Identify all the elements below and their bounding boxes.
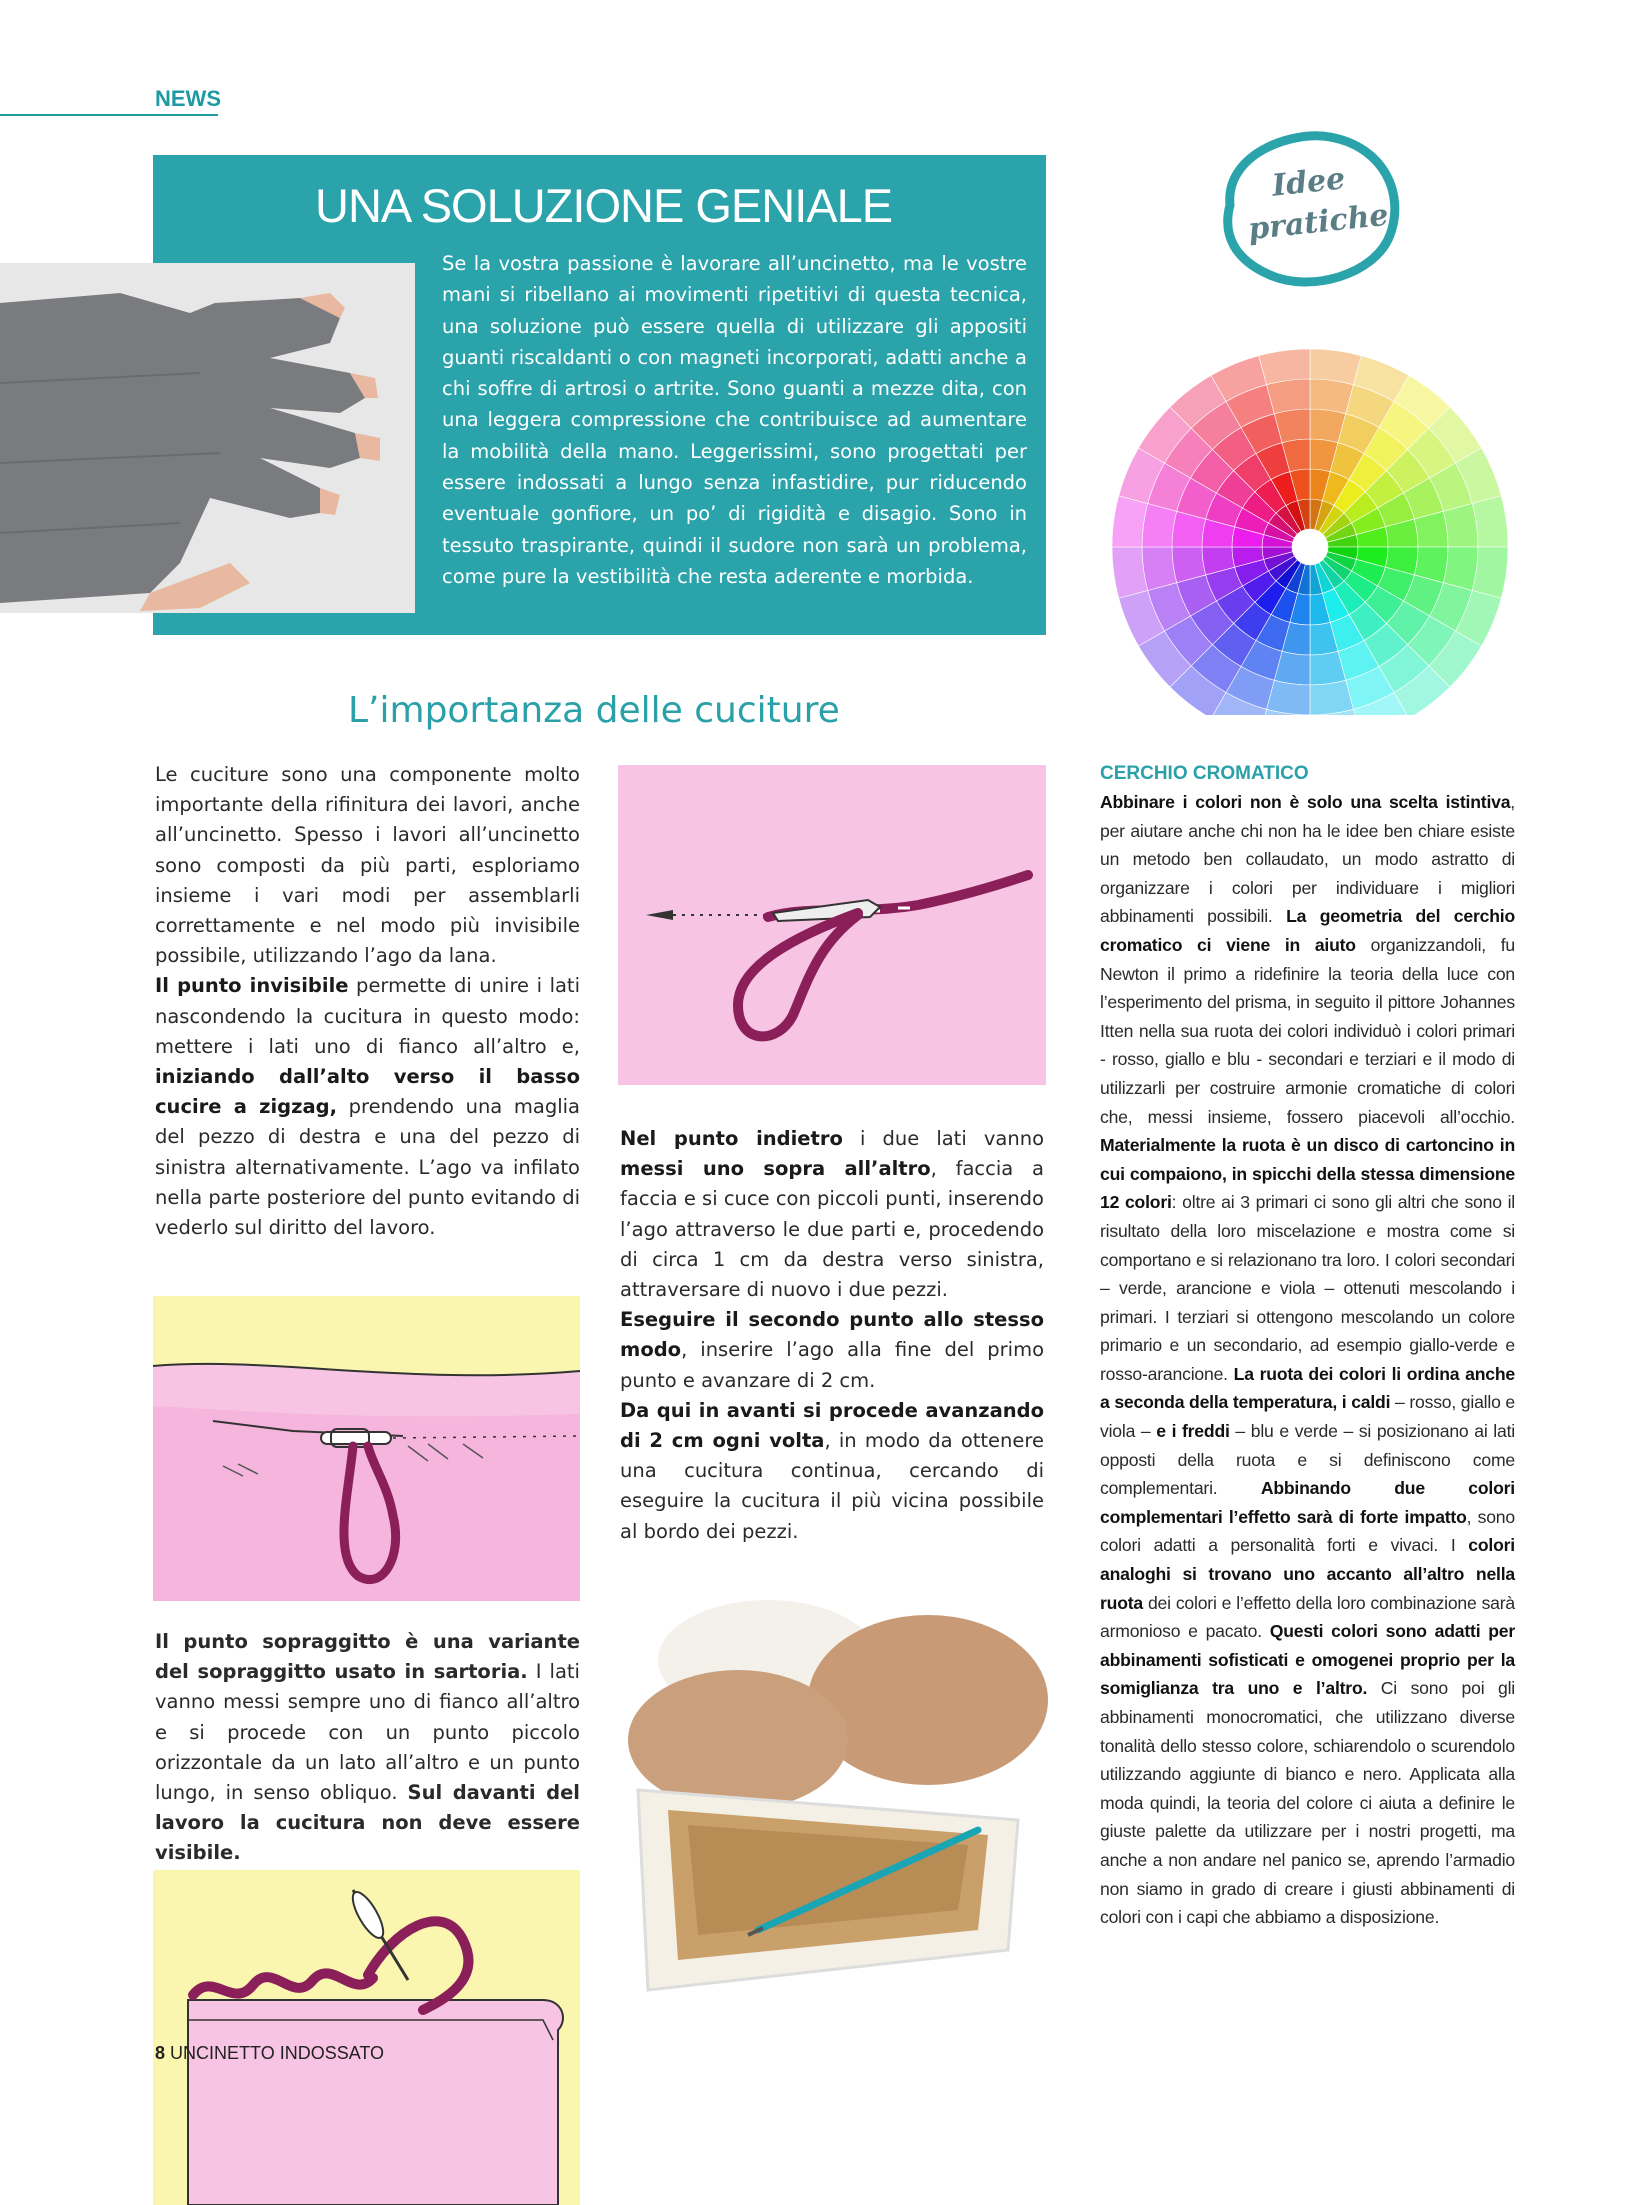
section-label: NEWS xyxy=(155,86,221,111)
article-title: L’importanza delle cuciture xyxy=(348,690,840,731)
sopraggitto-illustration xyxy=(153,1870,580,2205)
article-bold-text: iniziando dall’alto verso il basso cucire a zigzag, xyxy=(155,1065,580,1119)
article-text: permette di unire i lati nascondendo la cucitura in questo modo: mettere i lati uno di fianco all’altro e, xyxy=(155,974,580,1058)
sidebar-text: dei colori e l’effetto della loro combinazione sarà armonioso e pacato. xyxy=(1100,1592,1515,1642)
color-wheel-segment xyxy=(1443,504,1478,547)
sidebar-bold: Abbinare i colori non è solo una scelta istintiva xyxy=(1100,792,1511,812)
yarn-photo xyxy=(618,1590,1108,2005)
article-text: i due lati vanno xyxy=(842,1127,1044,1150)
magazine-name: UNCINETTO INDOSSATO xyxy=(170,2043,385,2063)
color-wheel-segment xyxy=(1472,496,1508,547)
color-wheel-segment xyxy=(1142,547,1177,590)
invisible-stitch-illustration xyxy=(153,1296,580,1601)
sidebar-text: : oltre ai 3 primari ci sono gli altri che sono il risultato della loro miscelazione e mostra come si comportano e si relazionano tra loro. I colori secondari – verde, arancione e viola – ottenuti mescolando i primari. I terziari si ottengono mescolando un colore primario e un secondario, ad esempio giallo-verde e rosso-arancione. xyxy=(1100,1192,1516,1384)
color-wheel-image xyxy=(1085,345,1555,715)
color-wheel-segment xyxy=(1472,547,1508,598)
invisible-stitch-heading: Il punto invisibile xyxy=(155,974,349,998)
article-column-1 xyxy=(155,760,580,1243)
color-wheel-segment xyxy=(1259,349,1310,385)
stamp-text-line2: pratiche xyxy=(1246,197,1391,248)
sidebar-bold: colori analoghi si trovano uno accanto all’altro nella ruota xyxy=(1100,1535,1515,1613)
article-column-1b xyxy=(155,1627,580,1869)
sidebar-text: Ci sono poi gli abbinamenti monocromatici, che utilizzano diverse tonalità dello stesso colore, schiarendolo o scurendolo utilizzando aggiunte di bianco e nero. Applicata alla moda quindi, la teoria del colore ci aiuta a definire le giuste palette da utilizzare per i nostri progetti, ma anche a non andare nel panico se, aprendo l’armadio non siamo in grado di creare i giusti abbinamenti di colori con i capi che abbiamo a disposizione. xyxy=(1100,1678,1516,1928)
article-text: prendendo una maglia del pezzo di destra e una del pezzo di sinistra alternativamente. L’ago va infilato nella parte posteriore del punto evitando di vederlo sul diritto del lavoro. xyxy=(155,1095,580,1240)
article-column-2 xyxy=(620,1124,1044,1547)
sidebar-bold: Abbinando due colori complementari l’effetto sarà di forte impatto xyxy=(1100,1478,1515,1527)
article-bold-text: Da qui in avanti si procede avanzando di 2 cm ogni volta xyxy=(620,1398,1044,1453)
color-wheel-segment xyxy=(1310,349,1361,385)
backstitch-illustration xyxy=(618,765,1046,1085)
article-bold-text: Eseguire il secondo punto allo stesso modo xyxy=(620,1308,1044,1362)
sidebar-bold: La ruota dei colori li ordina anche a seconda della temperatura, i caldi xyxy=(1100,1363,1516,1413)
sidebar-text: organizzandoli, fu Newton il primo a ridefinire la teoria della luce con l’esperimento del prisma, in seguito il pittore Johannes Itten nella sua ruota dei colori individuò i colori primari - rosso, giallo e blu - secondari e terziari e il modo di utilizzarli per costruire armonie cromatiche di colori che, messi insieme, fossero piacevoli all’occhio. xyxy=(1100,934,1515,1127)
sidebar-body xyxy=(1100,788,1515,1932)
article-text: , inserire l’ago alla fine del primo punto e avanzare di 2 cm. xyxy=(620,1338,1044,1392)
color-wheel-segment xyxy=(1267,379,1310,414)
feature-body: Se la vostra passione è lavorare all’uncinetto, ma le vostre mani si ribellano ai movimenti ripetitivi di questa tecnica, una soluzione può essere quella di utilizzare gli appositi guanti riscaldanti o con magneti incorporati, adatti anche a chi soffre di artrosi o artrite. Sono guanti a mezze dita, con una leggera compressione che contribuisce ad aumentare la mobilità della mano. Leggerissimi, sono progettati per essere indossati a lungo senza infastidire, pur riducendo eventuale gonfiore, un po’ di rigidità e disagio. Sono in tessuto traspirante, quindi il sudore non sarà un problema, come pure la vestibilità che resta aderente e morbida. xyxy=(442,252,1027,588)
sopraggitto-heading: Il punto sopraggitto è una variante del sopraggitto usato in sartoria. xyxy=(155,1630,580,1684)
sidebar-text: , sono colori adatti a personalità forti e vivaci. I xyxy=(1100,1506,1515,1556)
article-bold-text: messi uno sopra all’altro xyxy=(620,1157,931,1181)
sidebar-text: – blu e verde – si posizionano ai lati opposti della ruota e si definiscono come complementari. xyxy=(1100,1421,1515,1499)
sidebar-bold: La geometria del cerchio cromatico ci viene in aiuto xyxy=(1100,906,1515,955)
page-footer xyxy=(155,2043,384,2064)
article-text: , in modo da ottenere una cucitura continua, cercando di eseguire la cucitura il più vicina possibile al bordo dei pezzi. xyxy=(620,1429,1044,1543)
sidebar-bold: Questi colori sono adatti per abbinamenti sofisticati e omogenei proprio per la somiglianza tra uno e l’altro. xyxy=(1100,1621,1515,1699)
article-paragraph-1: Le cuciture sono una componente molto importante della rifinitura dei lavori, anche all’uncinetto. Spesso i lavori all’uncinetto sono composti da più parti, esploriamo insieme i vari modi per assemblarli correttamente e nel modo più invisibile possibile, utilizzando l’ago da lana. xyxy=(155,763,580,968)
sidebar-text: – rosso, giallo e viola – xyxy=(1100,1392,1515,1442)
sidebar-bold: Materialmente la ruota è un disco di cartoncino in cui compaiono, in spicchi della stessa dimensione 12 colori xyxy=(1100,1135,1515,1213)
color-wheel-segment xyxy=(1112,496,1148,547)
sidebar-text: , per aiutare anche chi non ha le idee ben chiare esiste un metodo ben collaudato, un modo astratto di organizzare i colori per individuare i migliori abbinamenti possibili. xyxy=(1100,792,1515,927)
color-wheel-segment xyxy=(1310,680,1353,715)
backstitch-heading: Nel punto indietro xyxy=(620,1127,843,1150)
article-bold-text: Sul davanti del lavoro la cucitura non deve essere visibile. xyxy=(155,1781,580,1865)
feature-title: UNA SOLUZIONE GENIALE xyxy=(315,179,893,232)
article-text: I lati vanno messi sempre uno di fianco all’altro e si procede con un punto piccolo orizzontale da un lato all’altro e un punto lungo, in senso obliquo. xyxy=(155,1660,580,1805)
section-rule xyxy=(0,114,218,116)
page-number: 8 xyxy=(155,2043,166,2063)
color-wheel-segment xyxy=(1112,547,1148,598)
article-text: , faccia a faccia e si cuce con piccoli punti, inserendo l’ago attraverso le due parti e, procedendo di circa 1 cm da destra verso sinistra, attraversare di nuovo i due pezzi. xyxy=(620,1157,1044,1302)
glove-photo xyxy=(0,263,415,613)
sidebar-bold: e i freddi xyxy=(1156,1421,1230,1442)
sidebar-title: CERCHIO CROMATICO xyxy=(1100,763,1309,784)
stamp-text-line1: Idee xyxy=(1270,161,1347,204)
